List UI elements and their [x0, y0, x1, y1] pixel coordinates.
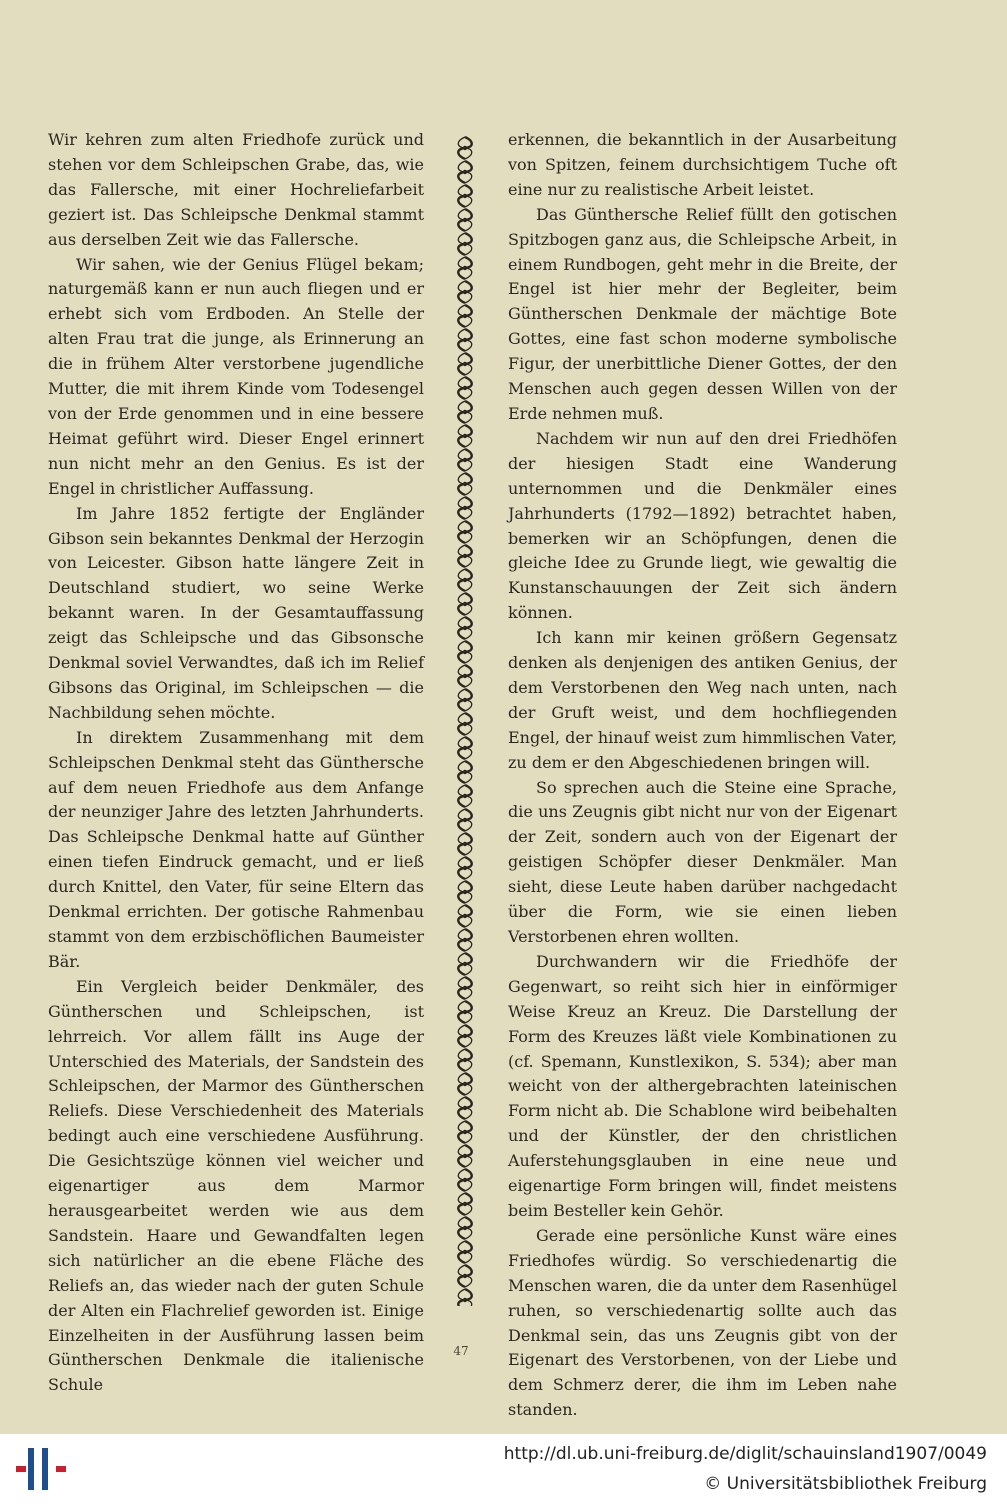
- paragraph: Wir sahen, wie der Genius Flügel bekam; naturgemäß kann er nun auch fliegen und er erhebt sich vom Erdboden. An Stelle der alten Frau trat die junge, als Erinnerung an die in frühem Alter verstorbene jugendliche Mutter, die mit ihrem Kinde vom Todesengel von der Erde genommen und in eine bessere Heimat geführt wird. Dieser Engel erinnert nun nicht mehr an den Genius. Es ist der Engel in christlicher Auffassung.: [48, 254, 424, 498]
- paragraph: Ein Vergleich beider Denkmäler, des Güntherschen und Schleipschen, ist lehrreich. Vor allem fällt ins Auge der Unterschied des Materials, der Sandstein des Schleipschen, der Marmor des Güntherschen Reliefs. Diese Verschiedenheit des Materials bedingt auch eine verschiedene Ausführung. Die Gesichtszüge können viel weicher und eigenartiger aus dem Marmor herausgearbeitet werden wie aus dem Sandstein. Haare und Gewandfalten legen sich natürlicher an die ebene Fläche des Reliefs an, das wieder nach der guten Schule der Alten ein Flachrelief geworden ist. Einige Einzelheiten in der Ausführung lassen beim Güntherschen Denkmale die italienische Schule: [48, 976, 424, 1395]
- page-number: 47: [453, 1344, 469, 1358]
- paragraph: Im Jahre 1852 fertigte der Engländer Gibson sein bekanntes Denkmal der Herzogin von Leicester. Gibson hatte längere Zeit in Deutschland studiert, wo seine Werke bekannt waren. In der Gesamtauffassung zeigt das Schleipsche und das Gibsonsche Denkmal soviel Verwandtes, daß ich im Relief Gibsons das Original, im Schleipschen — die Nachbildung sehen möchte.: [48, 503, 424, 722]
- paragraph: Nachdem wir nun auf den drei Friedhöfen der hiesigen Stadt eine Wanderung unternommen und die Denkmäler eines Jahrhunderts (1792—1892) betrachtet haben, bemerken wir an Schöpfungen, denen die gleiche Idee zu Grunde liegt, wie gewaltig die Kunstanschauungen der Zeit sich ändern können.: [508, 428, 897, 623]
- paragraph: Gerade eine persönliche Kunst wäre eines Friedhofes würdig. So verschiedenartig die Menschen waren, die da unter dem Rasenhügel ruhen, so verschiedenartig sollte auch das Denkmal sein, das uns Zeugnis gibt von der Eigenart des Verstorbenen, von der Liebe und dem Schmerz derer, die ihm im Leben nahe standen.: [508, 1225, 897, 1420]
- paragraph: Ich kann mir keinen größern Gegensatz denken als denjenigen des antiken Genius, der dem Verstorbenen den Weg nach unten, nach der Gruft weist, und dem hochfliegenden Engel, der hinauf weist zum himmlischen Vater, zu dem er den Abgeschiedenen bringen will.: [508, 628, 897, 772]
- right-text-column: [508, 128, 897, 1423]
- university-library-logo-icon: [16, 1444, 66, 1494]
- copyright-notice: © Universitätsbibliothek Freiburg: [704, 1474, 987, 1494]
- paragraph: Das Günthersche Relief füllt den gotischen Spitzbogen ganz aus, die Schleipsche Arbeit, in einem Rundbogen, geht mehr in die Breite, der Engel ist hier mehr der Begleiter, beim Güntherschen Denkmale der mächtige Bote Gottes, eine fast schon moderne symbolische Figur, der unerbittliche Diener Gottes, der den Menschen auch gegen dessen Willen von der Erde nehmen muß.: [508, 204, 897, 423]
- ornamental-divider: [452, 136, 478, 1306]
- paragraph: erkennen, die bekanntlich in der Ausarbeitung von Spitzen, feinem durchsichtigem Tuche oft eine nur zu realistische Arbeit leistet.: [508, 130, 897, 199]
- left-text-column: [48, 128, 424, 1398]
- paragraph: In direktem Zusammenhang mit dem Schleipschen Denkmal steht das Günthersche auf dem neuen Friedhofe aus dem Anfange der neunziger Jahre des letzten Jahrhunderts. Das Schleipsche Denkmal hatte auf Günther einen tiefen Eindruck gemacht, und er ließ durch Knittel, den Vater, für seine Eltern das Denkmal errichten. Der gotische Rahmenbau stammt von dem erzbischöflichen Baumeister Bär.: [48, 727, 424, 971]
- document-url-link[interactable]: http://dl.ub.uni-freiburg.de/diglit/schauinsland1907/0049: [503, 1444, 987, 1464]
- paragraph: Wir kehren zum alten Friedhofe zurück und stehen vor dem Schleipschen Grabe, das, wie das Fallersche, mit einer Hochreliefarbeit geziert ist. Das Schleipsche Denkmal stammt aus derselben Zeit wie das Fallersche.: [48, 130, 424, 249]
- paragraph: So sprechen auch die Steine eine Sprache, die uns Zeugnis gibt nicht nur von der Eigenart der Zeit, sondern auch von der Eigenart der geistigen Schöpfer dieser Denkmäler. Man sieht, diese Leute haben darüber nachgedacht über die Form, wie sie einen lieben Verstorbenen ehren wollten.: [508, 777, 897, 946]
- paragraph: Durchwandern wir die Friedhöfe der Gegenwart, so reiht sich hier in einförmiger Weise Kreuz an Kreuz. Die Darstellung der Form des Kreuzes läßt viele Kombinationen zu (cf. Spemann, Kunstlexikon, S. 534); aber man weicht von der althergebrachten lateinischen Form nicht ab. Die Schablone wird beibehalten und der Künstler, der den christlichen Auferstehungsglauben in eine neue und eigenartige Form bringen will, findet meistens beim Besteller kein Gehör.: [508, 951, 897, 1220]
- library-footer: [0, 1434, 1007, 1506]
